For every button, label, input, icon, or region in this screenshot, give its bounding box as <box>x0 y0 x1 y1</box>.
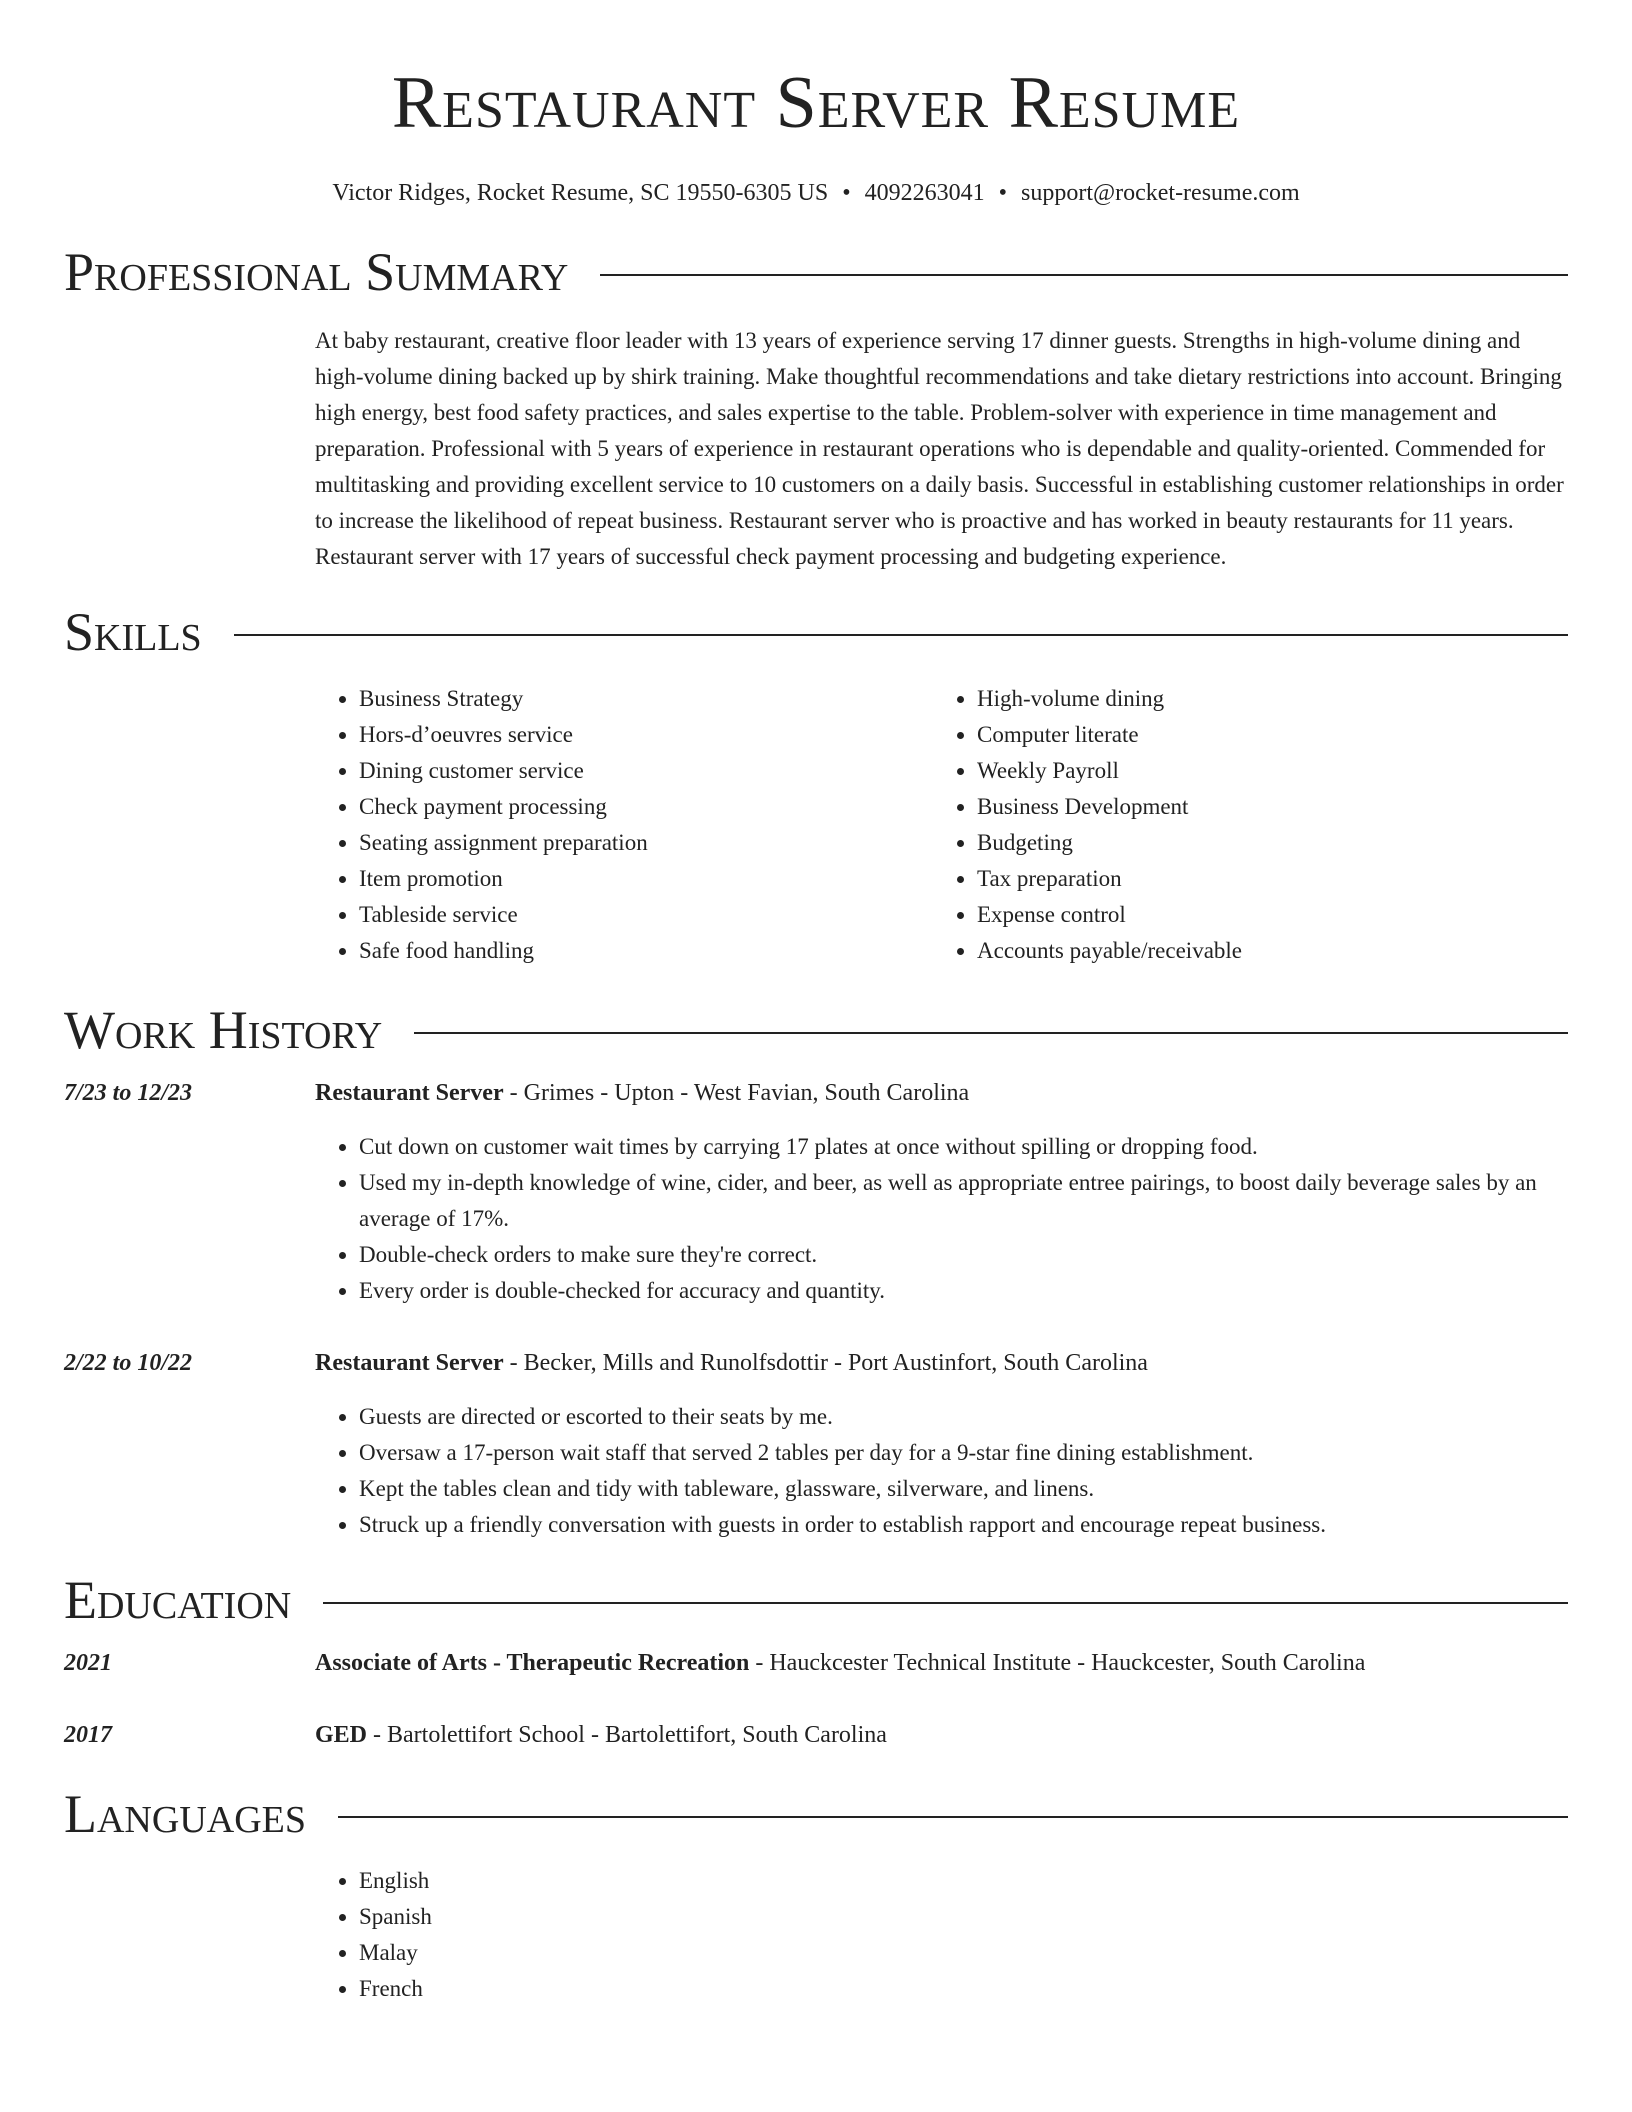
section-divider <box>414 1032 1568 1034</box>
education-header <box>64 1570 1568 1630</box>
skill-item: • Dining customer service <box>359 753 933 789</box>
work-history-section <box>64 1000 1568 1543</box>
job-title: Restaurant Server <box>315 1080 504 1106</box>
skill-item: • Seating assignment preparation <box>359 825 933 861</box>
job-body <box>315 1075 1568 1309</box>
job-title: Restaurant Server <box>315 1350 504 1376</box>
job-bullet: • Double-check orders to make sure they're correct. <box>359 1237 1568 1273</box>
section-divider <box>600 274 1568 276</box>
skill-item: • High-volume dining <box>977 681 1568 717</box>
work-history-heading: Work History <box>64 1000 383 1060</box>
job-employer: - Grimes - Upton - West Favian, South Carolina <box>503 1080 970 1106</box>
job-entry <box>64 1075 1568 1309</box>
education-school: - Bartolettifort School - Bartolettifort, South Carolina <box>367 1722 887 1748</box>
education-degree: Associate of Arts - Therapeutic Recreation <box>315 1650 750 1676</box>
skill-item: • Safe food handling <box>359 933 933 969</box>
skill-item: • Hors-d’oeuvres service <box>359 717 933 753</box>
education-entry <box>64 1645 1568 1681</box>
skills-header <box>64 602 1568 662</box>
contact-separator: • <box>998 180 1007 206</box>
education-degree: GED <box>315 1722 368 1748</box>
skill-item: • Computer literate <box>977 717 1568 753</box>
contact-separator: • <box>842 180 851 206</box>
skill-item: • Item promotion <box>359 861 933 897</box>
languages-section <box>64 1784 1568 2007</box>
skill-item: • Expense control <box>977 897 1568 933</box>
job-dates: 2/22 to 10/22 <box>64 1350 193 1376</box>
job-dates: 7/23 to 12/23 <box>64 1080 193 1106</box>
resume-title: Restaurant Server Resume <box>391 62 1241 144</box>
skill-item: • Check payment processing <box>359 789 933 825</box>
languages-body <box>315 1863 1568 2007</box>
section-divider <box>234 634 1568 636</box>
summary-text: At baby restaurant, creative floor leader with 13 years of experience serving 17 dinner guests. Strengths in high-volume dining and high-volume dining backed up by shirk training. Make thoughtful recommendations and take dietary restrictions into account. Bringing high energy, best food safety practices, and sales expertise to the table. Problem-solver with experience in time management and preparation. Professional with 5 years of experience in restaurant operations who is dependable and quality-oriented. Commended for multitasking and providing excellent service to 10 customers on a daily basis. Successful in establishing customer relationships in order to increase the likelihood of repeat business. Restaurant server who is proactive and has worked in beauty restaurants for 11 years. Restaurant server with 17 years of successful check payment processing and budgeting experience. <box>315 328 1564 569</box>
summary-header <box>64 242 1568 302</box>
language-item: • Malay <box>359 1935 1568 1971</box>
skills-section <box>64 602 1568 969</box>
skill-item: • Accounts payable/receivable <box>977 933 1568 969</box>
job-bullet: • Kept the tables clean and tidy with tableware, glassware, silverware, and linens. <box>359 1471 1568 1507</box>
skill-item: • Tableside service <box>359 897 933 933</box>
languages-header <box>64 1784 1568 1844</box>
contact-email: support@rocket-resume.com <box>1021 180 1300 206</box>
education-heading: Education <box>64 1570 292 1630</box>
job-bullet: • Cut down on customer wait times by carrying 17 plates at once without spilling or dropping food. <box>359 1129 1568 1165</box>
summary-heading: Professional Summary <box>64 242 569 302</box>
skills-heading: Skills <box>64 602 202 662</box>
job-employer: - Becker, Mills and Runolfsdottir - Port Austinfort, South Carolina <box>503 1350 1148 1376</box>
job-entry <box>64 1345 1568 1543</box>
contact-phone: 4092263041 <box>864 180 985 206</box>
job-bullet: • Used my in-depth knowledge of wine, cider, and beer, as well as appropriate entree pairings, to boost daily beverage sales by an average of 17%. <box>359 1165 1568 1237</box>
skill-item: • Weekly Payroll <box>977 753 1568 789</box>
language-item: • Spanish <box>359 1899 1568 1935</box>
language-item: • French <box>359 1971 1568 2007</box>
job-bullets <box>315 1129 1568 1309</box>
contact-address: Victor Ridges, Rocket Resume, SC 19550-6305 US <box>332 180 829 206</box>
section-divider <box>338 1816 1568 1818</box>
work-history-header <box>64 1000 1568 1060</box>
skill-item: • Business Development <box>977 789 1568 825</box>
language-item: • English <box>359 1863 1568 1899</box>
job-bullet: • Guests are directed or escorted to their seats by me. <box>359 1399 1568 1435</box>
job-body <box>315 1345 1568 1543</box>
skills-list-right <box>933 681 1568 969</box>
job-bullet: • Oversaw a 17-person wait staff that served 2 tables per day for a 9-star fine dining establishment. <box>359 1435 1568 1471</box>
summary-section <box>64 242 1568 575</box>
job-header <box>315 1075 1568 1111</box>
skill-item: • Tax preparation <box>977 861 1568 897</box>
languages-list <box>315 1863 1568 2007</box>
education-year: 2017 <box>64 1722 112 1748</box>
job-header <box>315 1345 1568 1381</box>
education-year: 2021 <box>64 1650 112 1676</box>
education-section <box>64 1570 1568 1753</box>
contact-line <box>64 180 1568 207</box>
education-school: - Hauckcester Technical Institute - Hauckcester, South Carolina <box>749 1650 1366 1676</box>
skill-item: • Budgeting <box>977 825 1568 861</box>
skills-list-left <box>315 681 933 969</box>
job-bullet: • Every order is double-checked for accuracy and quantity. <box>359 1273 1568 1309</box>
education-header-line <box>315 1717 1568 1753</box>
languages-heading: Languages <box>64 1784 306 1844</box>
job-bullets <box>315 1399 1568 1543</box>
job-bullet: • Struck up a friendly conversation with guests in order to establish rapport and encourage repeat business. <box>359 1507 1568 1543</box>
section-divider <box>323 1602 1568 1604</box>
skill-item: • Business Strategy <box>359 681 933 717</box>
education-header-line <box>315 1645 1568 1681</box>
education-body <box>315 1645 1568 1681</box>
education-entry <box>64 1717 1568 1753</box>
education-body <box>315 1717 1568 1753</box>
skills-columns <box>315 681 1568 969</box>
